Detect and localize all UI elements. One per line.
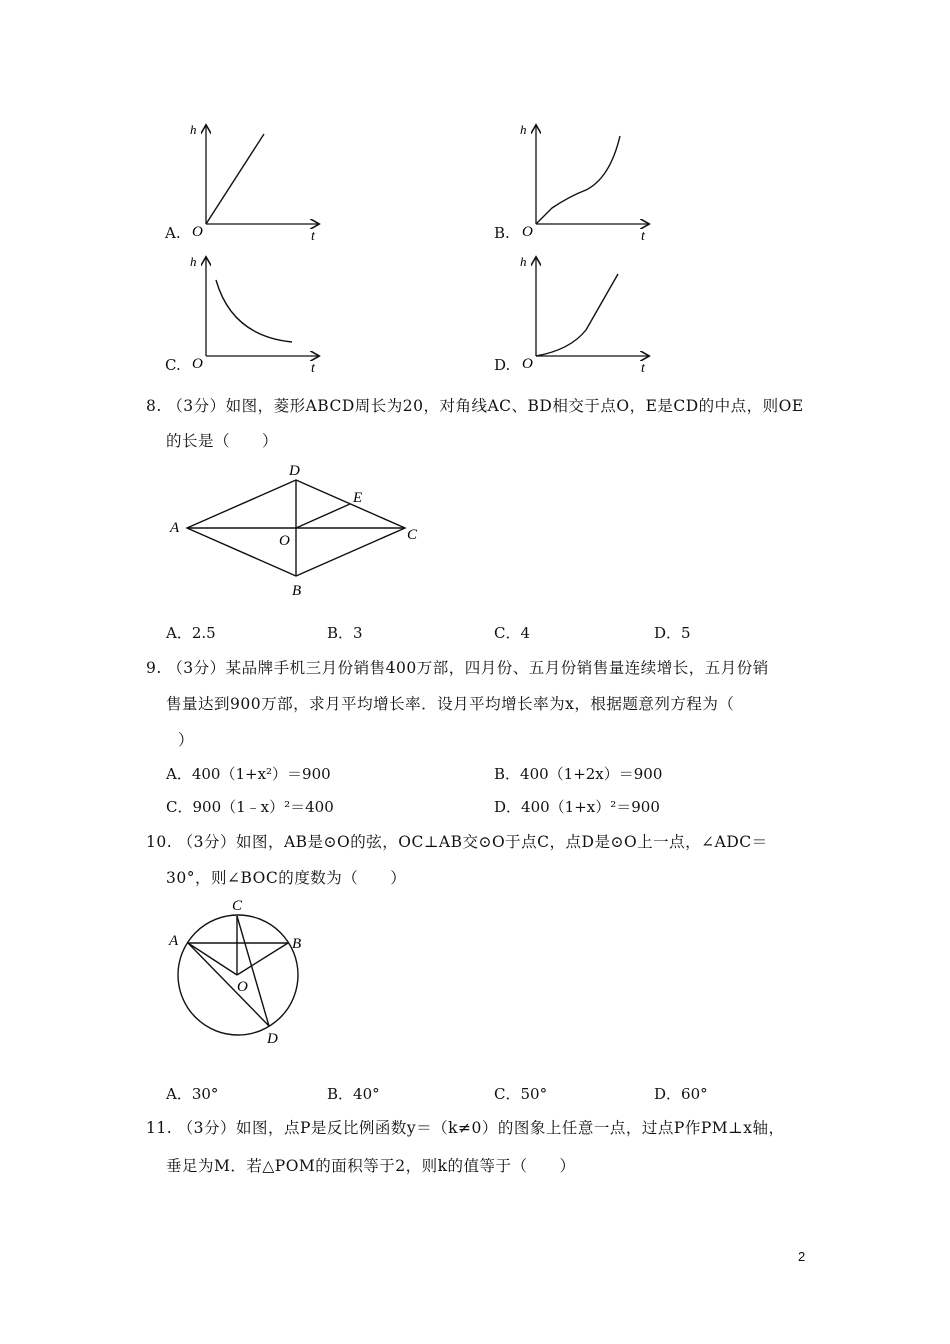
- graph-b-h: h: [520, 122, 527, 137]
- q10-option-b[interactable]: B．40°: [327, 1085, 380, 1103]
- q11-number: 11.: [146, 1119, 173, 1137]
- circle-figure: [160, 893, 320, 1053]
- q9-line3: ）: [178, 731, 195, 749]
- graph-c: [160, 250, 330, 380]
- q8-option-a[interactable]: A．2.5: [166, 624, 216, 642]
- rhombus-label-b: B: [292, 583, 302, 599]
- q8-text-line1: 如图，菱形ABCD周长为20，对角线AC、BD相交于点O，E是CD的中点，则OE: [225, 397, 804, 415]
- graph-d: [490, 250, 660, 380]
- q9-number: 9.: [146, 659, 162, 677]
- rhombus-label-d: D: [289, 463, 300, 479]
- graph-d-t: t: [641, 361, 645, 376]
- q9-option-d[interactable]: D．400（1+x）²＝900: [494, 798, 660, 816]
- circle-label-c: C: [232, 898, 243, 914]
- graph-d-plot: [490, 250, 660, 380]
- q8-number: 8.: [146, 397, 162, 415]
- rhombus-label-o: O: [279, 533, 290, 549]
- q10-score: （3分）: [177, 833, 236, 851]
- q11-line2: 垂足为M．若△POM的面积等于2，则k的值等于（ ）: [166, 1157, 576, 1175]
- rhombus-label-c: C: [407, 527, 418, 543]
- graph-a-h: h: [190, 122, 197, 137]
- graph-c-t: t: [311, 361, 315, 376]
- graph-a-t: t: [311, 229, 315, 244]
- graph-b-label: B.: [494, 224, 510, 242]
- q10-option-a[interactable]: A．30°: [166, 1085, 219, 1103]
- rhombus-label-a: A: [170, 520, 180, 536]
- q9-score: （3分）: [167, 659, 226, 677]
- q9-option-a[interactable]: A．400（1+x²）＝900: [166, 765, 331, 783]
- q10-text-line1: 如图，AB是⊙O的弦，OC⊥AB交⊙O于点C，点D是⊙O上一点，∠ADC＝: [235, 833, 768, 851]
- graph-a: [160, 118, 330, 248]
- q9-line1: [146, 656, 769, 678]
- graph-a-o: O: [192, 224, 203, 240]
- q10-line1: [146, 830, 768, 852]
- graph-a-label: A.: [165, 224, 181, 242]
- q10-number: 10.: [146, 833, 173, 851]
- graph-c-h: h: [190, 254, 197, 269]
- graph-c-o: O: [192, 356, 203, 372]
- q10-option-c[interactable]: C．50°: [494, 1085, 548, 1103]
- q9-option-b[interactable]: B．400（1+2x）＝900: [494, 765, 663, 783]
- q8-line2: 的长是（ ）: [166, 432, 279, 450]
- graph-c-plot: [160, 250, 330, 380]
- graph-b-plot: [490, 118, 660, 248]
- q11-text-line1: 如图，点P是反比例函数y＝（k≠0）的图象上任意一点，过点P作PM⊥x轴，: [235, 1119, 785, 1137]
- graph-b-o: O: [522, 224, 533, 240]
- rhombus-label-e: E: [353, 490, 363, 506]
- q9-option-c[interactable]: C．900（1﹣x）²＝400: [166, 798, 334, 816]
- graph-c-label: C.: [165, 356, 181, 374]
- circle-label-a: A: [169, 933, 179, 949]
- circle-label-d: D: [267, 1031, 278, 1047]
- page-number: 2: [798, 1249, 806, 1264]
- q9-line2: 售量达到900万部，求月平均增长率．设月平均增长率为x，根据题意列方程为（: [166, 695, 735, 713]
- q11-score: （3分）: [177, 1119, 236, 1137]
- rhombus-figure: [165, 460, 425, 600]
- q8-option-b[interactable]: B．3: [327, 624, 363, 642]
- graph-d-label: D.: [494, 356, 511, 374]
- q8-option-d[interactable]: D．5: [654, 624, 691, 642]
- graph-b: [490, 118, 660, 248]
- q9-text-line1: 某品牌手机三月份销售400万部，四月份、五月份销售量连续增长，五月份销: [225, 659, 769, 677]
- q8-line1: [146, 394, 804, 416]
- q10-option-d[interactable]: D．60°: [654, 1085, 708, 1103]
- q8-option-c[interactable]: C．4: [494, 624, 531, 642]
- graph-d-h: h: [520, 254, 527, 269]
- graph-a-plot: [160, 118, 330, 248]
- graph-b-t: t: [641, 229, 645, 244]
- circle-label-o: O: [237, 979, 248, 995]
- q10-line2: 30°，则∠BOC的度数为（ ）: [166, 869, 407, 887]
- q8-score: （3分）: [167, 397, 226, 415]
- circle-label-b: B: [292, 936, 302, 952]
- q11-line1: [146, 1116, 784, 1138]
- graph-d-o: O: [522, 356, 533, 372]
